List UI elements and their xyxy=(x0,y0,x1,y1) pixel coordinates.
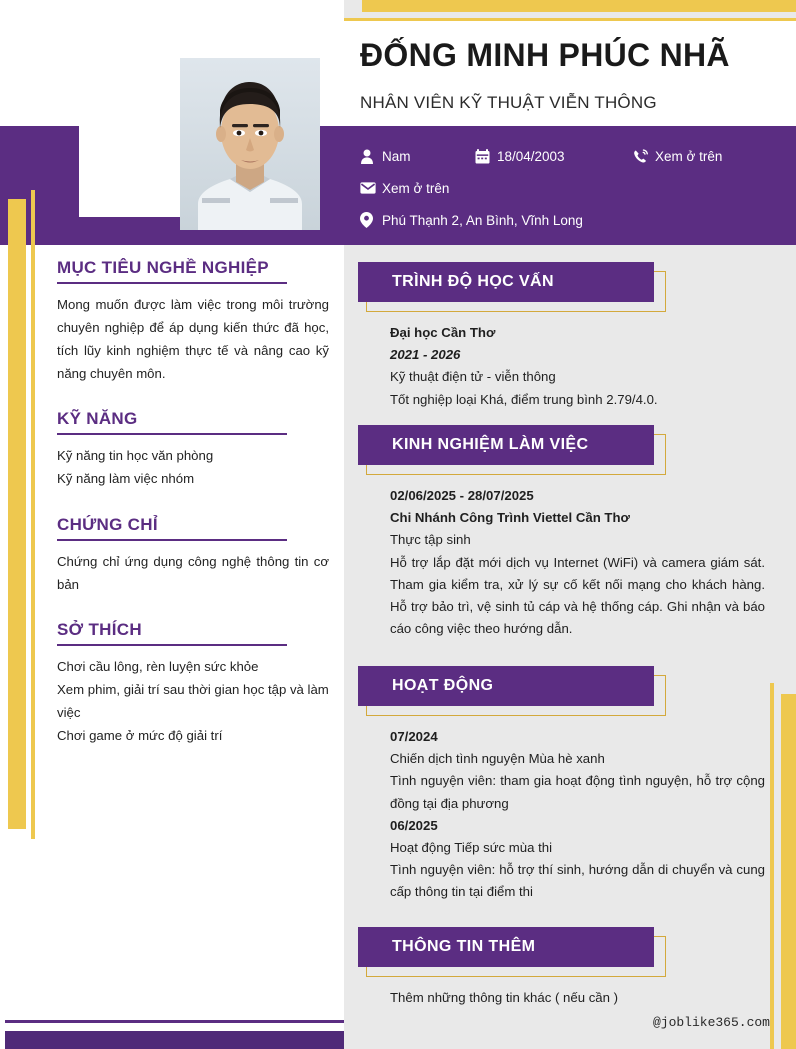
experience-position: Thực tập sinh xyxy=(390,532,471,548)
section-experience-header-bar xyxy=(358,425,654,465)
experience-company: Chi Nhánh Công Trình Viettel Cần Thơ xyxy=(390,510,630,526)
left-column xyxy=(57,258,329,771)
activity-period: 06/2025 xyxy=(390,817,438,833)
objective-text: Mong muốn được làm việc trong môi trường chuyên nghiệp để áp dụng kiến thức đã học, tích lũy kinh nghiệm thực tế và nâng cao kỹ năng chuyên môn. xyxy=(57,297,329,382)
list-item: Xem phim, giải trí sau thời gian học tập và làm việc xyxy=(57,681,329,720)
contact-info xyxy=(360,140,790,236)
contact-email xyxy=(360,181,449,196)
section-additional-title: THÔNG TIN THÊM xyxy=(392,938,536,955)
envelope-icon xyxy=(360,182,382,194)
page-title: ĐỐNG MINH PHÚC NHÃ xyxy=(360,37,730,73)
section-activities-header-bar xyxy=(358,666,654,706)
left-gold-bar-thin xyxy=(31,190,35,839)
list-item: Chơi cầu lông, rèn luyện sức khỏe xyxy=(57,658,259,674)
section-certificates-body xyxy=(57,550,329,596)
contact-row-3 xyxy=(360,204,790,236)
activity-period: 07/2024 xyxy=(390,729,438,744)
activity-description: Tình nguyện viên: hỗ trợ thí sinh, hướng dẫn di chuyển và cung cấp thông tin tại điểm thi xyxy=(390,862,765,900)
section-education xyxy=(344,262,796,411)
bottom-purple-rule xyxy=(5,1020,344,1023)
contact-address xyxy=(360,212,583,228)
location-pin-icon xyxy=(360,212,382,228)
additional-text: Thêm những thông tin khác ( nếu cần ) xyxy=(390,990,619,1005)
bottom-purple-block xyxy=(5,1031,344,1049)
section-education-title: TRÌNH ĐỘ HỌC VẤN xyxy=(392,273,554,290)
list-item: Kỹ năng tin học văn phòng xyxy=(57,448,214,464)
contact-gender xyxy=(360,149,475,164)
section-objective-rule xyxy=(57,282,287,284)
section-certificates-title: CHỨNG CHỈ xyxy=(57,514,158,534)
contact-dob xyxy=(475,149,633,164)
job-title: NHÂN VIÊN KỸ THUẬT VIỄN THÔNG xyxy=(360,93,657,112)
list-item: Chơi game ở mức độ giải trí xyxy=(57,728,223,744)
site-credit: @joblike365.com xyxy=(652,1015,770,1030)
section-skills xyxy=(57,409,329,490)
contact-address-label: Phú Thạnh 2, An Bình, Vĩnh Long xyxy=(382,212,583,228)
section-skills-title: KỸ NĂNG xyxy=(57,409,138,429)
experience-period: 02/06/2025 - 28/07/2025 xyxy=(390,488,534,503)
section-certificates xyxy=(57,515,329,596)
portrait-photo-icon xyxy=(180,58,320,230)
calendar-icon xyxy=(475,149,497,164)
section-activities xyxy=(344,666,796,903)
phone-icon xyxy=(633,149,655,164)
section-experience xyxy=(344,425,796,640)
hobbies-list xyxy=(57,655,329,747)
section-certificates-rule xyxy=(57,539,287,541)
section-skills-rule xyxy=(57,433,287,435)
contact-row-2 xyxy=(360,172,790,204)
section-objective xyxy=(57,258,329,385)
top-gold-block xyxy=(362,0,796,12)
certificates-text: Chứng chỉ ứng dụng công nghệ thông tin cơ bản xyxy=(57,553,329,592)
contact-gender-label: Nam xyxy=(382,148,411,164)
section-hobbies-rule xyxy=(57,644,287,646)
education-result: Tốt nghiệp loại Khá, điểm trung bình 2.79/4.0. xyxy=(390,391,658,407)
section-hobbies xyxy=(57,620,329,747)
section-hobbies-title: SỞ THÍCH xyxy=(57,619,142,639)
section-experience-title: KINH NGHIỆM LÀM VIỆC xyxy=(392,436,589,453)
section-objective-title: MỤC TIÊU NGHỀ NGHIỆP xyxy=(57,258,269,277)
section-activities-title: HOẠT ĐỘNG xyxy=(392,677,494,694)
section-activities-header xyxy=(358,666,668,716)
contact-phone-label: Xem ở trên xyxy=(655,148,723,164)
section-experience-header xyxy=(358,425,668,475)
section-additional-header xyxy=(358,927,668,977)
education-period: 2021 - 2026 xyxy=(390,347,461,363)
section-education-header xyxy=(358,262,668,312)
contact-dob-label: 18/04/2003 xyxy=(497,148,565,164)
photo-frame xyxy=(79,26,279,210)
contact-phone xyxy=(633,149,722,164)
contact-email-label: Xem ở trên xyxy=(382,180,450,196)
person-icon xyxy=(360,149,382,164)
list-item: Kỹ năng làm việc nhóm xyxy=(57,471,195,487)
left-gold-bar-wide xyxy=(8,199,26,829)
education-major: Kỹ thuật điện tử - viễn thông xyxy=(390,369,556,385)
section-additional xyxy=(344,927,796,1009)
section-experience-body xyxy=(390,475,765,640)
activity-name: Hoạt động Tiếp sức mùa thi xyxy=(390,839,553,855)
education-school: Đại học Cần Thơ xyxy=(390,325,496,340)
skills-list xyxy=(57,444,329,490)
experience-description: Hỗ trợ lắp đặt mới dịch vụ Internet (WiFi) và camera giám sát. Tham gia kiểm tra, xử lý sự cố kết nối mạng cho khách hàng. Hỗ trợ bảo trì, vệ sinh tủ cáp và hệ thống cáp. Ghi nhận và báo cáo công việc theo hướng dẫn. xyxy=(390,554,765,637)
activity-description: Tình nguyện viên: tham gia hoạt động tình nguyện, hỗ trợ cộng đồng tại địa phương xyxy=(390,773,765,811)
section-education-body xyxy=(390,312,765,411)
section-additional-body xyxy=(390,977,765,1009)
activity-name: Chiến dịch tình nguyện Mùa hè xanh xyxy=(390,751,605,767)
section-additional-header-bar xyxy=(358,927,654,967)
section-objective-body xyxy=(57,293,329,385)
contact-row-1 xyxy=(360,140,790,172)
avatar xyxy=(180,58,320,230)
section-education-header-bar xyxy=(358,262,654,302)
section-activities-body xyxy=(390,716,765,903)
